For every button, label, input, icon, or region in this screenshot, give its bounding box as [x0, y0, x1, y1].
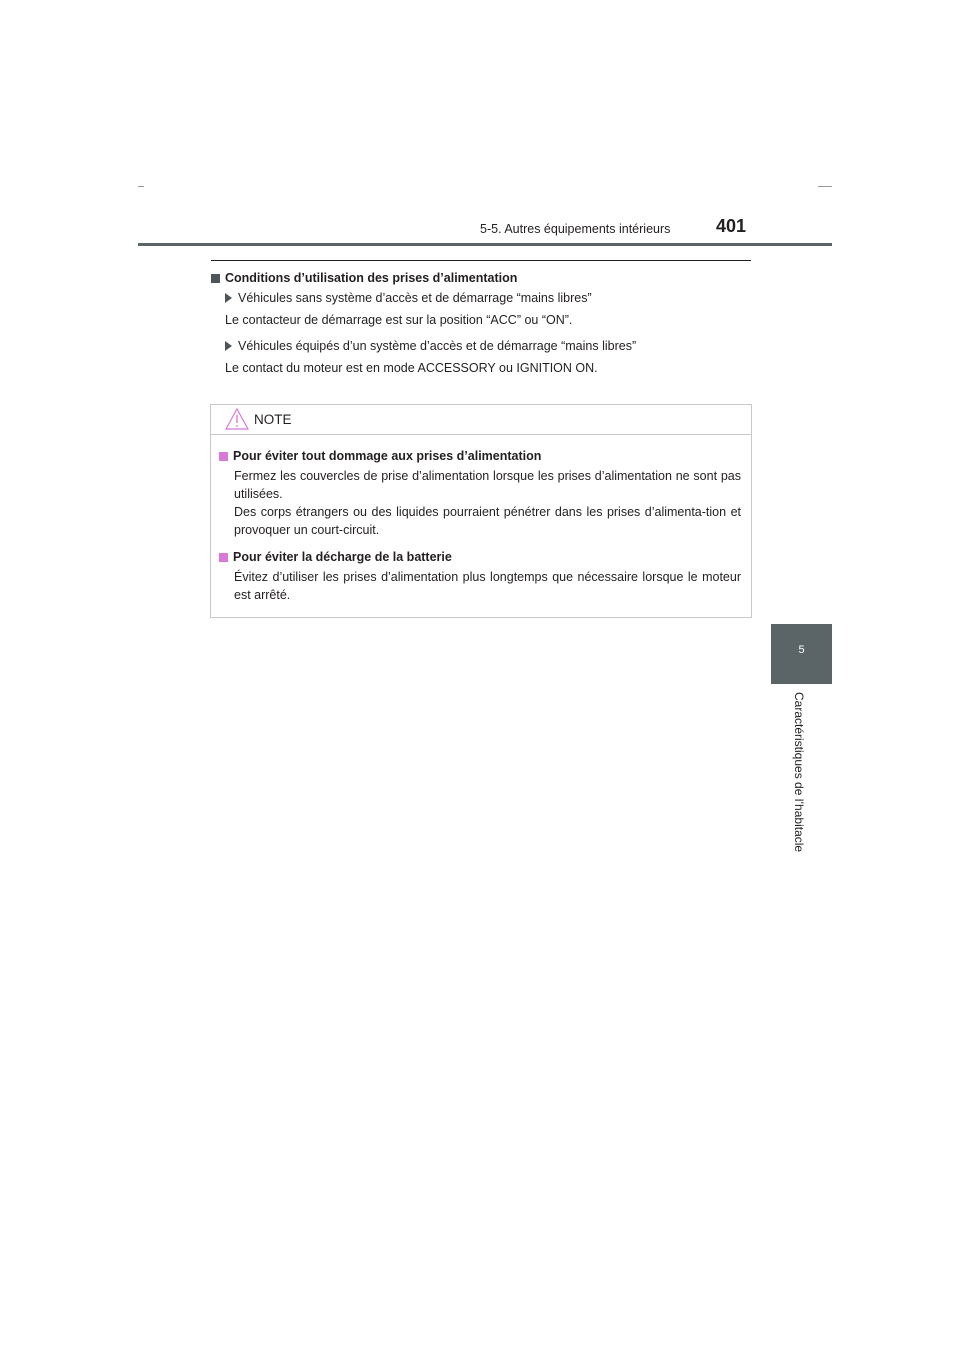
triangle-bullet-icon — [225, 341, 232, 351]
square-bullet-icon — [211, 274, 220, 283]
page-number: 401 — [716, 216, 747, 236]
note-header — [211, 405, 751, 435]
header-rule — [138, 243, 832, 246]
note-title-text-2: Pour éviter la décharge de la batterie — [233, 550, 452, 564]
note-label: NOTE — [254, 412, 292, 427]
note-title-text-1: Pour éviter tout dommage aux prises d’alimentation — [233, 449, 542, 463]
square-bullet-icon — [219, 553, 228, 562]
main-heading-text: Conditions d’utilisation des prises d’alimentation — [225, 271, 518, 285]
condition-text-2: Le contact du moteur est en mode ACCESSORY ou IGNITION ON. — [225, 361, 598, 375]
condition-item-2 — [225, 339, 751, 353]
note-text-1 — [234, 467, 741, 539]
condition-text-1: Le contacteur de démarrage est sur la position “ACC” ou “ON”. — [225, 313, 573, 327]
note-item-title-1 — [219, 449, 741, 463]
note-text-2a: Évitez d’utiliser les prises d’alimentation plus longtemps que nécessaire lorsque le moteur est arrêté. — [234, 570, 741, 602]
chapter-tab — [771, 624, 832, 684]
content-rule — [211, 260, 751, 261]
main-content — [211, 260, 751, 387]
note-body — [211, 435, 751, 604]
note-text-2 — [234, 568, 741, 604]
condition-label-2: Véhicules équipés d’un système d’accès et de démarrage “mains libres” — [238, 339, 637, 353]
note-box — [210, 404, 752, 618]
note-item-title-2 — [219, 550, 741, 564]
crop-mark-right — [818, 186, 832, 187]
warning-triangle-icon — [225, 408, 249, 435]
main-heading — [211, 271, 751, 285]
chapter-number: 5 — [798, 644, 805, 656]
crop-mark-left — [138, 186, 144, 187]
note-text-1b: Des corps étrangers ou des liquides pourraient pénétrer dans les prises d’alimenta-tion et provoquer un court-circuit. — [234, 505, 741, 537]
section-title: 5-5. Autres équipements intérieurs — [480, 222, 671, 236]
triangle-bullet-icon — [225, 293, 232, 303]
chapter-label: Caractéristiques de l’habitacle — [792, 692, 806, 853]
square-bullet-icon — [219, 452, 228, 461]
condition-item-1 — [225, 291, 751, 305]
condition-label-1: Véhicules sans système d’accès et de démarrage “mains libres” — [238, 291, 592, 305]
note-text-1a: Fermez les couvercles de prise d’alimentation lorsque les prises d’alimentation ne sont pas utilisées. — [234, 469, 741, 501]
